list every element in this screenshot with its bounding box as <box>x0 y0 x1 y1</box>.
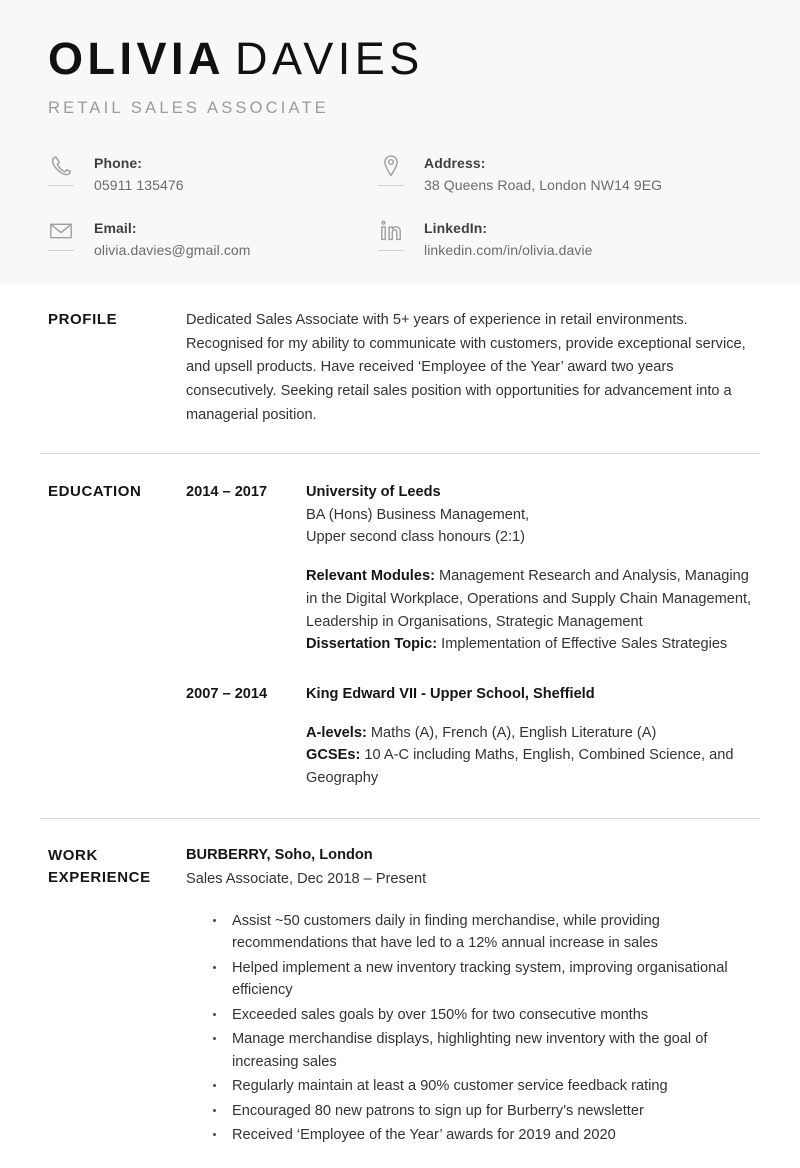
education-detail-label: Dissertation Topic: <box>306 636 438 653</box>
phone-value: 05911 135476 <box>94 177 184 194</box>
education-detail-text: Maths (A), French (A), English Literature (A) <box>366 724 657 741</box>
list-item: Regularly maintain at least a 90% customer service feedback rating <box>210 1075 752 1097</box>
email-value: olivia.davies@gmail.com <box>94 242 251 259</box>
location-icon-wrap <box>378 151 424 186</box>
page-title <box>48 0 752 84</box>
education-details-block <box>306 722 752 790</box>
last-name: DAVIES <box>235 33 424 84</box>
linkedin-icon <box>378 218 404 244</box>
work-label-line-1: WORK <box>48 847 98 864</box>
education-line: Upper second class honours (2:1) <box>306 529 526 546</box>
section-profile <box>20 283 780 453</box>
education-line: BA (Hons) Business Management, <box>306 506 530 523</box>
section-work-experience <box>20 819 780 1168</box>
address-value: 38 Queens Road, London NW14 9EG <box>424 177 663 194</box>
education-body <box>186 481 752 790</box>
profile-text: Dedicated Sales Associate with 5+ years of experience in retail environments. Recognised for my ability to communicate with customers, provide exceptional service, and upsell products. Have received ‘Employee of the Year’ award two years consecutively. Seeking retail sales position with opportunities for advancement into a managerial position. <box>186 312 746 423</box>
education-detail-line <box>306 633 752 656</box>
linkedin-text <box>424 216 593 262</box>
icon-underline <box>378 185 404 186</box>
work-body <box>186 845 752 1148</box>
list-item: Received ‘Employee of the Year’ awards for 2019 and 2020 <box>210 1124 752 1146</box>
location-icon <box>378 153 404 179</box>
phone-label: Phone: <box>94 155 143 171</box>
list-item: Encouraged 80 new patrons to sign up for Burberry’s newsletter <box>210 1100 752 1122</box>
education-detail-line <box>306 565 752 633</box>
contact-item-linkedin <box>378 216 752 262</box>
contact-item-email <box>48 216 378 262</box>
address-text <box>424 151 662 197</box>
linkedin-icon-wrap <box>378 216 424 251</box>
contact-item-phone <box>48 151 378 197</box>
contact-item-address <box>378 151 752 197</box>
phone-icon-wrap <box>48 151 94 186</box>
phone-icon <box>48 153 74 179</box>
list-item: Helped implement a new inventory tracking system, improving organisational efficiency <box>210 957 752 1002</box>
education-detail <box>306 481 752 656</box>
email-text <box>94 216 251 262</box>
icon-underline <box>48 250 74 251</box>
education-detail-text: Implementation of Effective Sales Strategies <box>437 636 728 653</box>
profile-body <box>186 309 752 427</box>
address-label: Address: <box>424 155 486 171</box>
section-label-education: EDUCATION <box>48 483 142 501</box>
email-icon-wrap <box>48 216 94 251</box>
linkedin-value: linkedin.com/in/olivia.davie <box>424 242 593 259</box>
email-icon <box>48 218 74 244</box>
icon-underline <box>48 185 74 186</box>
section-label-work-experience <box>48 845 186 1148</box>
education-detail-text: 10 A-C including Maths, English, Combined Science, and Geography <box>306 747 734 787</box>
education-dates: 2007 – 2014 <box>186 686 268 703</box>
email-label: Email: <box>94 219 137 236</box>
education-organisation: University of Leeds <box>306 484 441 501</box>
first-name: OLIVIA <box>48 33 226 84</box>
linkedin-label: LinkedIn: <box>424 219 488 236</box>
work-organisation: BURBERRY, Soho, London <box>186 847 373 863</box>
work-bullet-list <box>186 910 752 1147</box>
job-title: RETAIL SALES ASSOCIATE <box>48 99 330 117</box>
education-detail-label: Relevant Modules: <box>306 568 435 585</box>
education-detail-label: GCSEs: <box>306 747 361 764</box>
icon-underline <box>378 250 404 251</box>
resume-header <box>0 0 800 283</box>
education-detail <box>306 683 752 790</box>
phone-text <box>94 151 184 197</box>
section-education <box>20 454 780 818</box>
resume-body <box>0 283 800 1168</box>
list-item: Assist ~50 customers daily in finding merchandise, while providing recommendations that have led to a 12% annual increase in sales <box>210 910 752 955</box>
education-entry <box>186 481 752 656</box>
education-details-block <box>306 565 752 656</box>
education-organisation: King Edward VII - Upper School, Sheffield <box>306 686 595 703</box>
work-role: Sales Associate, Dec 2018 – Present <box>186 870 427 887</box>
education-entry <box>186 683 752 790</box>
section-label-profile: PROFILE <box>48 311 118 328</box>
contact-details <box>48 151 752 262</box>
list-item: Exceeded sales goals by over 150% for two consecutive months <box>210 1004 752 1026</box>
work-label-line-2: EXPERIENCE <box>48 868 151 886</box>
list-item: Manage merchandise displays, highlighting new inventory with the goal of increasing sales <box>210 1028 752 1073</box>
education-detail-line <box>306 722 752 745</box>
education-detail-line <box>306 744 752 790</box>
education-dates: 2014 – 2017 <box>186 484 268 501</box>
education-detail-text: Management Research and Analysis, Managing in the Digital Workplace, Operations and Supply Chain Management, Leadership in Organisations, Strategic Management <box>306 568 752 630</box>
education-detail-label: A-levels: <box>306 724 367 741</box>
